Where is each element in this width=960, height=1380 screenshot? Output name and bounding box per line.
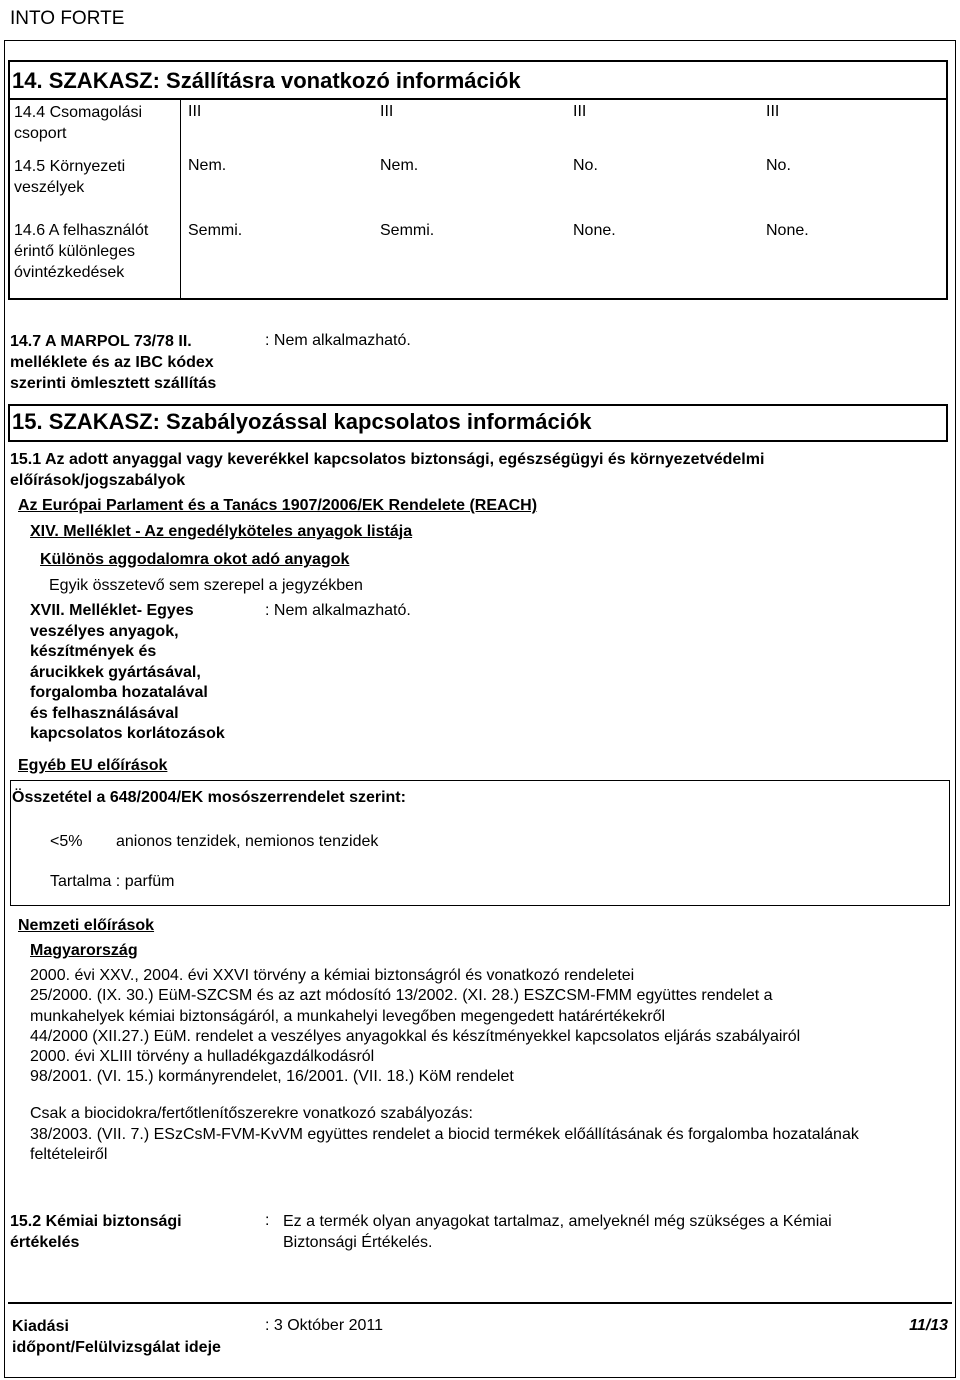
other-eu-title: Egyéb EU előírások bbox=[18, 757, 168, 774]
label-line: érintő különleges bbox=[14, 243, 135, 260]
detergent-title: Összetétel a 648/2004/EK mosószerrendelet szerint: bbox=[12, 789, 406, 806]
label-line: időpont/Felülvizsgálat ideje bbox=[12, 1339, 221, 1356]
label-line: 14.6 A felhasználót bbox=[14, 222, 149, 239]
table-cell: None. bbox=[573, 222, 616, 239]
biocide-line: Csak a biocidokra/fertőtlenítőszerekre vonatkozó szabályozás: bbox=[30, 1105, 473, 1122]
biocide-regulation bbox=[30, 1104, 859, 1166]
law-item: 44/2000 (XII.27.) EüM. rendelet a veszélyes anyagokkal és készítményekkel kapcsolatos eljárás szabályairól bbox=[30, 1027, 801, 1045]
label-line: készítmények és bbox=[30, 643, 157, 660]
table-cell: Semmi. bbox=[188, 222, 243, 239]
label-line: árucikkek gyártásával, bbox=[30, 663, 201, 681]
national-title: Nemzeti előírások bbox=[18, 917, 155, 934]
footer-date: : 3 Október 2011 bbox=[265, 1317, 383, 1334]
country-title: Magyarország bbox=[30, 942, 138, 959]
law-item: 2000. évi XLIII törvény a hulladékgazdálkodásról bbox=[30, 1048, 375, 1066]
product-name: INTO FORTE bbox=[10, 8, 125, 29]
law-item: 2000. évi XXV., 2004. évi XXVI törvény a kémiai biztonságról és vonatkozó rendeletei bbox=[30, 967, 635, 984]
law-item: 98/2001. (VI. 15.) kormányrendelet, 16/2001. (VII. 18.) KöM rendelet bbox=[30, 1068, 514, 1086]
biocide-line: feltételeiről bbox=[30, 1146, 108, 1163]
label-line: forgalomba hozatalával bbox=[30, 684, 208, 701]
table-cell: Nem. bbox=[380, 157, 419, 174]
section-15-title: 15. SZAKASZ: Szabályozással kapcsolatos információk bbox=[12, 409, 592, 434]
csa-label bbox=[10, 1211, 182, 1253]
label-line: óvintézkedések bbox=[14, 264, 125, 281]
page-number: 11/13 bbox=[909, 1317, 948, 1334]
law-list bbox=[30, 966, 800, 1088]
footer-divider bbox=[8, 1302, 952, 1304]
label-line: szerinti ömlesztett szállítás bbox=[10, 375, 217, 392]
table-cell: III bbox=[766, 103, 780, 120]
detergent-contains: Tartalma : parfüm bbox=[50, 873, 175, 890]
label-line: csoport bbox=[14, 125, 67, 142]
title-line: előírások/jogszabályok bbox=[10, 472, 186, 489]
svhc-title: Különös aggodalomra okot adó anyagok bbox=[40, 551, 350, 568]
table-cell: No. bbox=[766, 157, 791, 174]
svhc-text: Egyik összetevő sem szerepel a jegyzékben bbox=[49, 577, 363, 594]
label-line: 15.2 Kémiai biztonsági bbox=[10, 1213, 182, 1230]
table-cell: III bbox=[573, 103, 587, 120]
law-item: munkahelyek kémiai biztonságáról, a munkahelyi levegőben megengedett határértékekről bbox=[30, 1007, 666, 1025]
value-line: Ez a termék olyan anyagokat tartalmaz, amelyeknél még szükséges a Kémiai bbox=[283, 1213, 832, 1230]
footer-label bbox=[12, 1316, 221, 1358]
divider bbox=[10, 98, 946, 100]
row-label-special-precautions bbox=[14, 220, 176, 283]
row-label-packing-group bbox=[14, 102, 176, 144]
detergent-description: anionos tenzidek, nemionos tenzidek bbox=[116, 833, 379, 850]
table-column-divider bbox=[180, 100, 181, 298]
label-line: kapcsolatos korlátozások bbox=[30, 725, 225, 742]
title-line: 15.1 Az adott anyaggal vagy keverékkel kapcsolatos biztonsági, egészségügyi és környezetvédelmi bbox=[10, 451, 765, 468]
csa-value bbox=[283, 1211, 832, 1253]
subsection-15-1-title bbox=[10, 449, 764, 491]
label-line: értékelés bbox=[10, 1234, 80, 1251]
value-line: Biztonsági Értékelés. bbox=[283, 1234, 433, 1251]
reach-title: Az Európai Parlament és a Tanács 1907/2006/EK Rendelete (REACH) bbox=[18, 497, 538, 514]
label-line: melléklete és az IBC kódex bbox=[10, 354, 214, 371]
detergent-percentage: <5% bbox=[50, 833, 83, 850]
table-cell: Nem. bbox=[188, 157, 227, 174]
label-line: veszélyek bbox=[14, 179, 85, 196]
section-14-title: 14. SZAKASZ: Szállításra vonatkozó információk bbox=[12, 68, 521, 93]
label-line: 14.4 Csomagolási bbox=[14, 104, 143, 121]
label-line: 14.5 Környezeti bbox=[14, 158, 126, 175]
table-cell: None. bbox=[766, 222, 809, 239]
label-line: és felhasználásával bbox=[30, 704, 179, 722]
biocide-line: 38/2003. (VII. 7.) ESzCsM-FVM-KvVM együttes rendelet a biocid termékek előállításának és forgalomba hozatalának bbox=[30, 1125, 859, 1143]
row-label-env-hazards bbox=[14, 156, 176, 198]
label-line: veszélyes anyagok, bbox=[30, 622, 179, 640]
marpol-value: : Nem alkalmazható. bbox=[265, 332, 411, 349]
label-line: 14.7 A MARPOL 73/78 II. bbox=[10, 333, 192, 350]
table-cell: III bbox=[188, 103, 202, 120]
annex-xvii-value: : Nem alkalmazható. bbox=[265, 602, 411, 619]
annex-xiv-title: XIV. Melléklet - Az engedélyköteles anyagok listája bbox=[30, 523, 413, 540]
table-cell: No. bbox=[573, 157, 598, 174]
annex-xvii-label bbox=[30, 601, 225, 745]
table-cell: Semmi. bbox=[380, 222, 435, 239]
label-line: Kiadási bbox=[12, 1318, 69, 1335]
marpol-label bbox=[10, 331, 216, 394]
table-cell: III bbox=[380, 103, 394, 120]
csa-colon: : bbox=[265, 1212, 270, 1229]
label-line: XVII. Melléklet- Egyes bbox=[30, 602, 194, 619]
law-item: 25/2000. (IX. 30.) EüM-SZCSM és az azt módosító 13/2002. (XI. 28.) ESZCSM-FMM együttes rendelet a bbox=[30, 987, 773, 1005]
